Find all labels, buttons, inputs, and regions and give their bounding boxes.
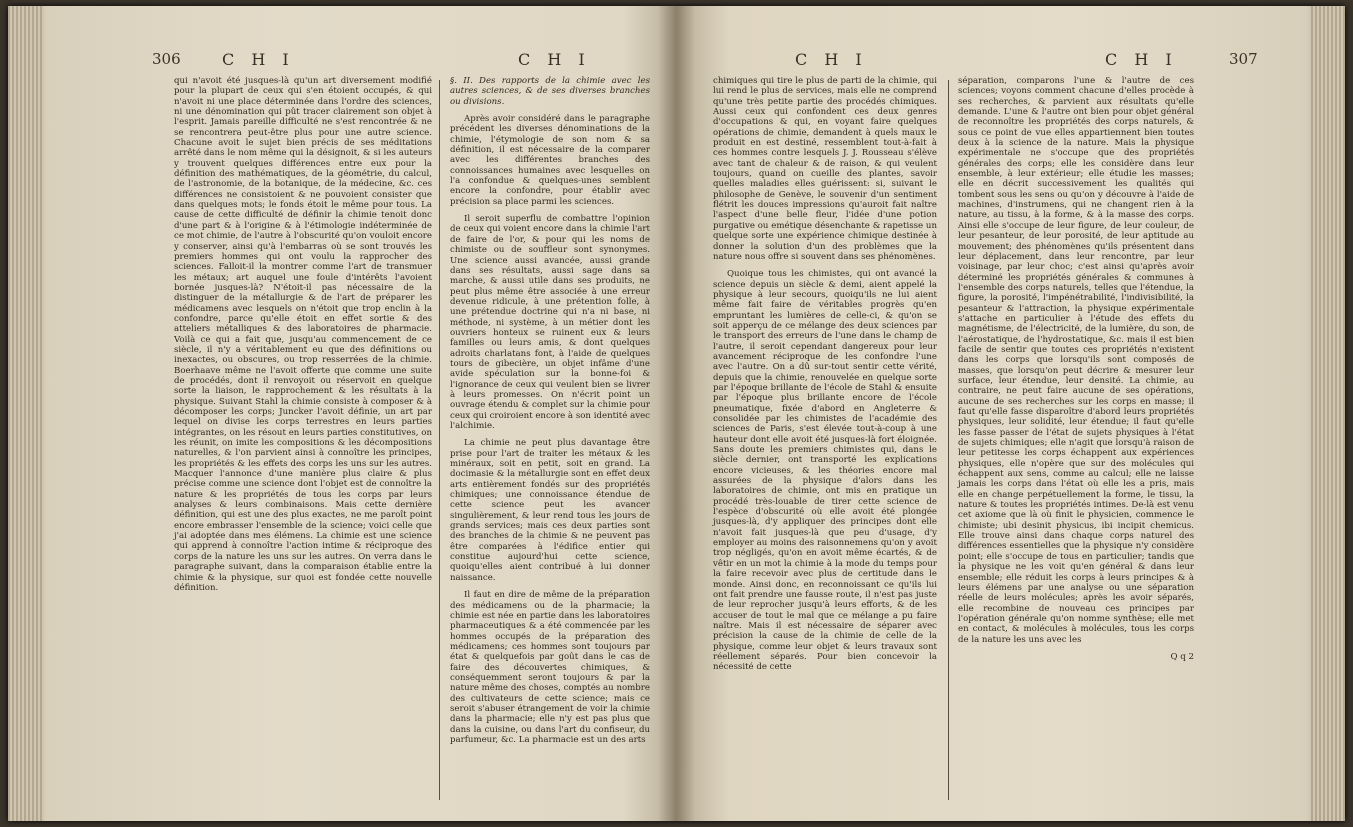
left-column-1: [174, 76, 432, 600]
page-edges-right: [1309, 6, 1345, 821]
right-column-1: [713, 76, 937, 680]
running-head-right-col1: C H I: [795, 50, 868, 69]
paragraph: séparation, comparons l'une & l'autre de ces sciences; voyons comment chacune d'elles procède à ses recherches, & parvient aux résultats qu'elle demande. L'une & l'autre ont bien pour objet général de reconnoître les propriétés des corps naturels, & sous ce point de vue elles appartiennent bien toutes deux à la science de la nature. Mais la physique expérimentale ne s'occupe que des propriétés générales des corps; elle les considère dans leur ensemble, à leur extérieur; elle étudie les masses; elle en décrit successivement les qualités qui tombent sous les sens ou qu'on y découvre à l'aide de machines, d'instrumens, qui ne changent rien à la nature, au tissu, à la forme, & à la masse des corps. Ainsi elle s'occupe de leur figure, de leur couleur, de leur pesanteur, de leur porosité, de leur aptitude au mouvement; des phénomènes qu'ils présentent dans leur déplacement, dans leur rencontre, par leur voisinage, par leur choc; c'est ainsi qu'après avoir déterminé les propriétés générales & communes à l'ensemble des corps naturels, telles que l'étendue, la figure, la porosité, l'impénétrabilité, l'indivisibilité, la pesanteur & l'attraction, la physique expérimentale s'attache en particulier à l'étude des effets du magnétisme, de l'électricité, de la lumière, du son, de l'aérostatique, de l'hydrostatique, &c. mais il est bien facile de sentir que toutes ces propriétés n'existent dans les corps que lorsqu'ils sont composés de masses, que lorsqu'on peut décrire & mesurer leur surface, leur étendue, leur densité. La chimie, au contraire, ne peut faire aucune de ses opérations, aucune de ses recherches sur les corps en masse; il faut qu'elle fasse disparoître d'abord leurs propriétés physiques, leur solidité, leur étendue; il faut qu'elle les fasse passer de l'état de sujets physiques à l'état de sujets chimiques; elle n'agit que lorsqu'à raison de leur petitesse les corps échappent aux expériences physiques, elle n'opère que sur des molécules qui échappent aux sens, comme au calcul; elle ne laisse jamais les corps dans l'état où elle les a pris, mais elle en change perpétuellement la forme, le tissu, la nature & toutes les propriétés intimes. De-là est venu cet axiome que là où finit le physicien, commence le chimiste; ubi desinit physicus, ibi incipit chemicus. Elle trouve ainsi dans chaque corps naturel des différences essentielles que la physique n'y considère point; elle s'occupe de tous en particulier; tandis que la physique ne les voit qu'en général & dans leur ensemble; elle réduit les corps à leurs principes & à leurs élémens par une analyse ou une séparation réelle de leurs molécules; après les avoir séparés, elle recombine de nouveau ces principes par l'opération générale qu'on nomme synthèse; elle met en contact, & molécules à molécules, tous les corps de la nature les uns avec les: [958, 76, 1194, 645]
paragraph: Quoique tous les chimistes, qui ont avancé la science depuis un siècle & demi, aient appelé la physique à leur secours, quoiqu'ils ne lui aient même fait faire de véritables progrès qu'en empruntant les lumières de celle-ci, & qu'on se soit apperçu de ce mélange des deux sciences par le transport des erreurs de l'une dans le champ de l'autre, il seroit cependant dangereux pour leur avancement réciproque de les confondre l'une avec l'autre. On a dû sur-tout sentir cette vérité, depuis que la chimie, renouvelée en quelque sorte par l'époque brillante de l'école de Stahl & ensuite par l'époque plus brillante encore de l'école pneumatique, fixée d'abord en Angleterre & consolidée par les chimistes de l'académie des sciences de Paris, s'est élevée tout-à-coup à une hauteur dont elle avoit été jusques-là fort éloignée. Sans doute les premiers chimistes qui, dans le siècle dernier, ont transporté les explications encore vicieuses, & les théories encore mal assurées de la physique d'alors dans les laboratoires de chimie, ont mis en pratique un procédé très-louable de tirer cette science de l'espèce d'obscurité où elle avoit été plongée jusques-là, d'y appliquer des principes dont elle n'avoit fait jusques-là que peu d'usage, d'y employer au moins des raisonnemens qu'on y avoit trop négligés, qu'on en avoit même écartés, & de vêtir en un mot la chimie à la mode du temps pour la faire recevoir avec plus de certitude dans le monde. Ainsi donc, en reconnoissant ce qu'ils lui ont fait prendre une fausse route, il n'est pas juste de leur reprocher jusqu'à leurs efforts, & de les accuser de tout le mal que ce mélange a pu faire naître. Mais il est nécessaire de séparer avec précision la cause de la chimie de celle de la physique, comme leur objet & leurs travaux sont réellement séparés. Pour bien concevoir la nécessité de cette: [713, 269, 937, 673]
left-column-2: [450, 76, 650, 752]
paragraph: Il seroit superflu de combattre l'opinion de ceux qui voient encore dans la chimie l'art de faire de l'or, & pour qui les noms de chimiste ou de souffleur sont synonymes. Une science aussi avancée, aussi grande dans ses résultats, aussi sage dans sa marche, & aussi utile dans ses produits, ne peut plus même être associée à une erreur devenue ridicule, à une prétention folle, à une prétendue doctrine qui n'a ni base, ni méthode, ni système, à un métier dont les ouvriers honteux se ruinent eux & leurs familles ou leurs amis, & dont quelques adroits charlatans font, à l'aide de quelques tours de gibecière, un objet infâme d'une avide spéculation sur la bonne-foi & l'ignorance de ceux qui veulent bien se livrer à leurs promesses. On n'écrit point un ouvrage étendu & complet sur la chimie pour ceux qui croiroient encore à son identité avec l'alchimie.: [450, 214, 650, 431]
column-rule: [948, 80, 949, 800]
paragraph: qui n'avoit été jusques-là qu'un art diversement modifié pour la plupart de ceux qui s'en étoient occupés, & qui n'avoit ni une place déterminée dans l'ordre des sciences, ni une dénomination qui pût tracer clairement son objet à l'esprit. Jamais pareille difficulté ne s'est rencontrée & ne se rencontrera peut-être plus pour une autre science. Chacune avoit le sujet bien précis de ses méditations arrêté dans le nom même qui la désignoit, & si les auteurs y trouvent quelques différences entre eux pour la définition des mathématiques, de la géométrie, du calcul, de l'astronomie, de la botanique, de la médecine, &c. ces différences ne consistoient & ne pouvoient consister que dans quelques mots; le fonds étoit le même pour tous. La cause de cette difficulté de définir la chimie tenoit donc d'une part & à l'origine & à l'étimologie indéterminée de ce mot chimie, de l'autre à l'obscurité qu'on vouloit encore y conserver, ainsi qu'à l'embarras où se sont trouvés les premiers hommes qui ont voulu la rapprocher des sciences. Falloit-il la montrer comme l'art de transmuer les métaux; art auquel une foule d'intérêts l'avoient bornée jusques-là? N'étoit-il pas nécessaire de la distinguer de la métallurgie & de l'art de préparer les médicamens avec lesquels on n'étoit que trop enclin à la confondre, parce qu'elle étoit en effet sortie & des atteliers métalliques & des laboratoires de pharmacie. Voilà ce qui a fait que, jusqu'au commencement de ce siècle, il n'y a véritablement eu que des définitions ou inexactes, ou obscures, ou trop resserrées de la chimie. Boerhaave même ne l'avoit offerte que comme une suite de procédés, dont il renvoyoit ou réservoit en quelque sorte la liaison, le rapprochement & les résultats à la physique. Suivant Stahl la chimie consiste à composer & à décomposer les corps; Juncker l'avoit définie, un art par lequel on divise les corps terrestres en leurs parties intégrantes, on les résout en leurs parties constitutives, on les réunit, on imite les compositions & les décompositions naturelles, & l'on parvient ainsi à connoître les principes, les propriétés & les effets des corps les uns sur les autres. Macquer l'annonce d'une manière plus claire & plus précise comme une science dont l'objet est de connoître la nature & les propriétés de tous les corps par leurs analyses & leurs combinaisons. Mais cette dernière définition, qui est une des plus exactes, ne me paroît point encore embrasser l'ensemble de la science; voici celle que j'ai adoptée dans mes élémens. La chimie est une science qui apprend à connoître l'action intime & réciproque des corps de la nature les uns sur les autres. On verra dans le paragraphe suivant, dans la comparaison établie entre la chimie & la physique, sur quoi est fondée cette nouvelle définition.: [174, 76, 432, 593]
column-rule: [439, 80, 440, 800]
paragraph: Après avoir considéré dans le paragraphe précédent les diverses dénominations de la chimie, l'étymologie de son nom & sa définition, il est nécessaire de la comparer avec les différentes branches des connoissances humaines avec lesquelles on l'a confondue & quelques-unes semblent encore la confondre, pour établir avec précision sa place parmi les sciences.: [450, 114, 650, 207]
page-number-left: 306: [152, 50, 181, 68]
right-column-2: [958, 76, 1194, 669]
section-heading: §. II. Des rapports de la chimie avec les autres sciences, & de ses diverses branches ou divisions.: [450, 76, 650, 107]
paragraph: chimiques qui tire le plus de parti de la chimie, qui lui rend le plus de services, mais elle ne comprend qu'une très petite partie des procédés chimiques. Aussi ceux qui confondent ces deux genres d'occupations & qui, en voyant faire quelques opérations de chimie, demandent à quels maux le produit en est destiné, ressemblent tout-à-fait à ces hommes contre lesquels J. J. Rousseau s'élève avec tant de chaleur & de raison, & qui veulent toujours, quand on cueille des plantes, savoir quelles maladies elles guérissent: si, suivant le philosophe de Genève, le souvenir d'un sentiment flétrit les douces impressions qu'auroit fait naître l'aspect d'une belle fleur, l'idée d'une potion purgative ou emétique désenchante & rapetisse un quelque sorte une expérience chimique destinée à donner la solution d'un des problèmes que la nature nous offre si souvent dans ses phénomènes.: [713, 76, 937, 262]
running-head-right-col2: C H I: [1105, 50, 1178, 69]
paragraph: La chimie ne peut plus davantage être prise pour l'art de traiter les métaux & les minéraux, soit en petit, soit en grand. La docimasie & la métallurgie sont en effet deux arts entièrement fondés sur des propriétés chimiques; une connoissance étendue de cette science peut les avancer singulièrement, & leur rend tous les jours de grands services; mais ces deux parties sont des branches de la chimie & ne peuvent pas être comparées à l'édifice entier qui constitue aujourd'hui cette science, quoiqu'elles aient contribué à lui donner naissance.: [450, 438, 650, 583]
running-head-left-col1: C H I: [222, 50, 295, 69]
book-spread: [8, 6, 1345, 821]
left-header: [8, 50, 676, 74]
running-head-left-col2: C H I: [518, 50, 591, 69]
left-page: [8, 6, 676, 821]
signature-mark: Q q 2: [1170, 651, 1194, 662]
page-number-right: 307: [1229, 50, 1258, 68]
page-edges-left: [8, 6, 44, 821]
paragraph: Il faut en dire de même de la préparation des médicamens ou de la pharmacie; la chimie est née en partie dans les laboratoires pharmaceutiques & a été commencée par les hommes occupés de la préparation des médicamens; ces hommes sont toujours par état & quelquefois par goût dans le cas de faire des découvertes chimiques, & conséquemment seront toujours & par la nature même des choses, comptés au nombre des cultivateurs de cette science; mais ce seroit s'abuser étrangement de voir la chimie dans la pharmacie; elle n'y est pas plus que dans la cuisine, ou dans l'art du confiseur, du parfumeur, &c. La pharmacie est un des arts: [450, 590, 650, 745]
right-header: [677, 50, 1345, 74]
right-page: [677, 6, 1345, 821]
